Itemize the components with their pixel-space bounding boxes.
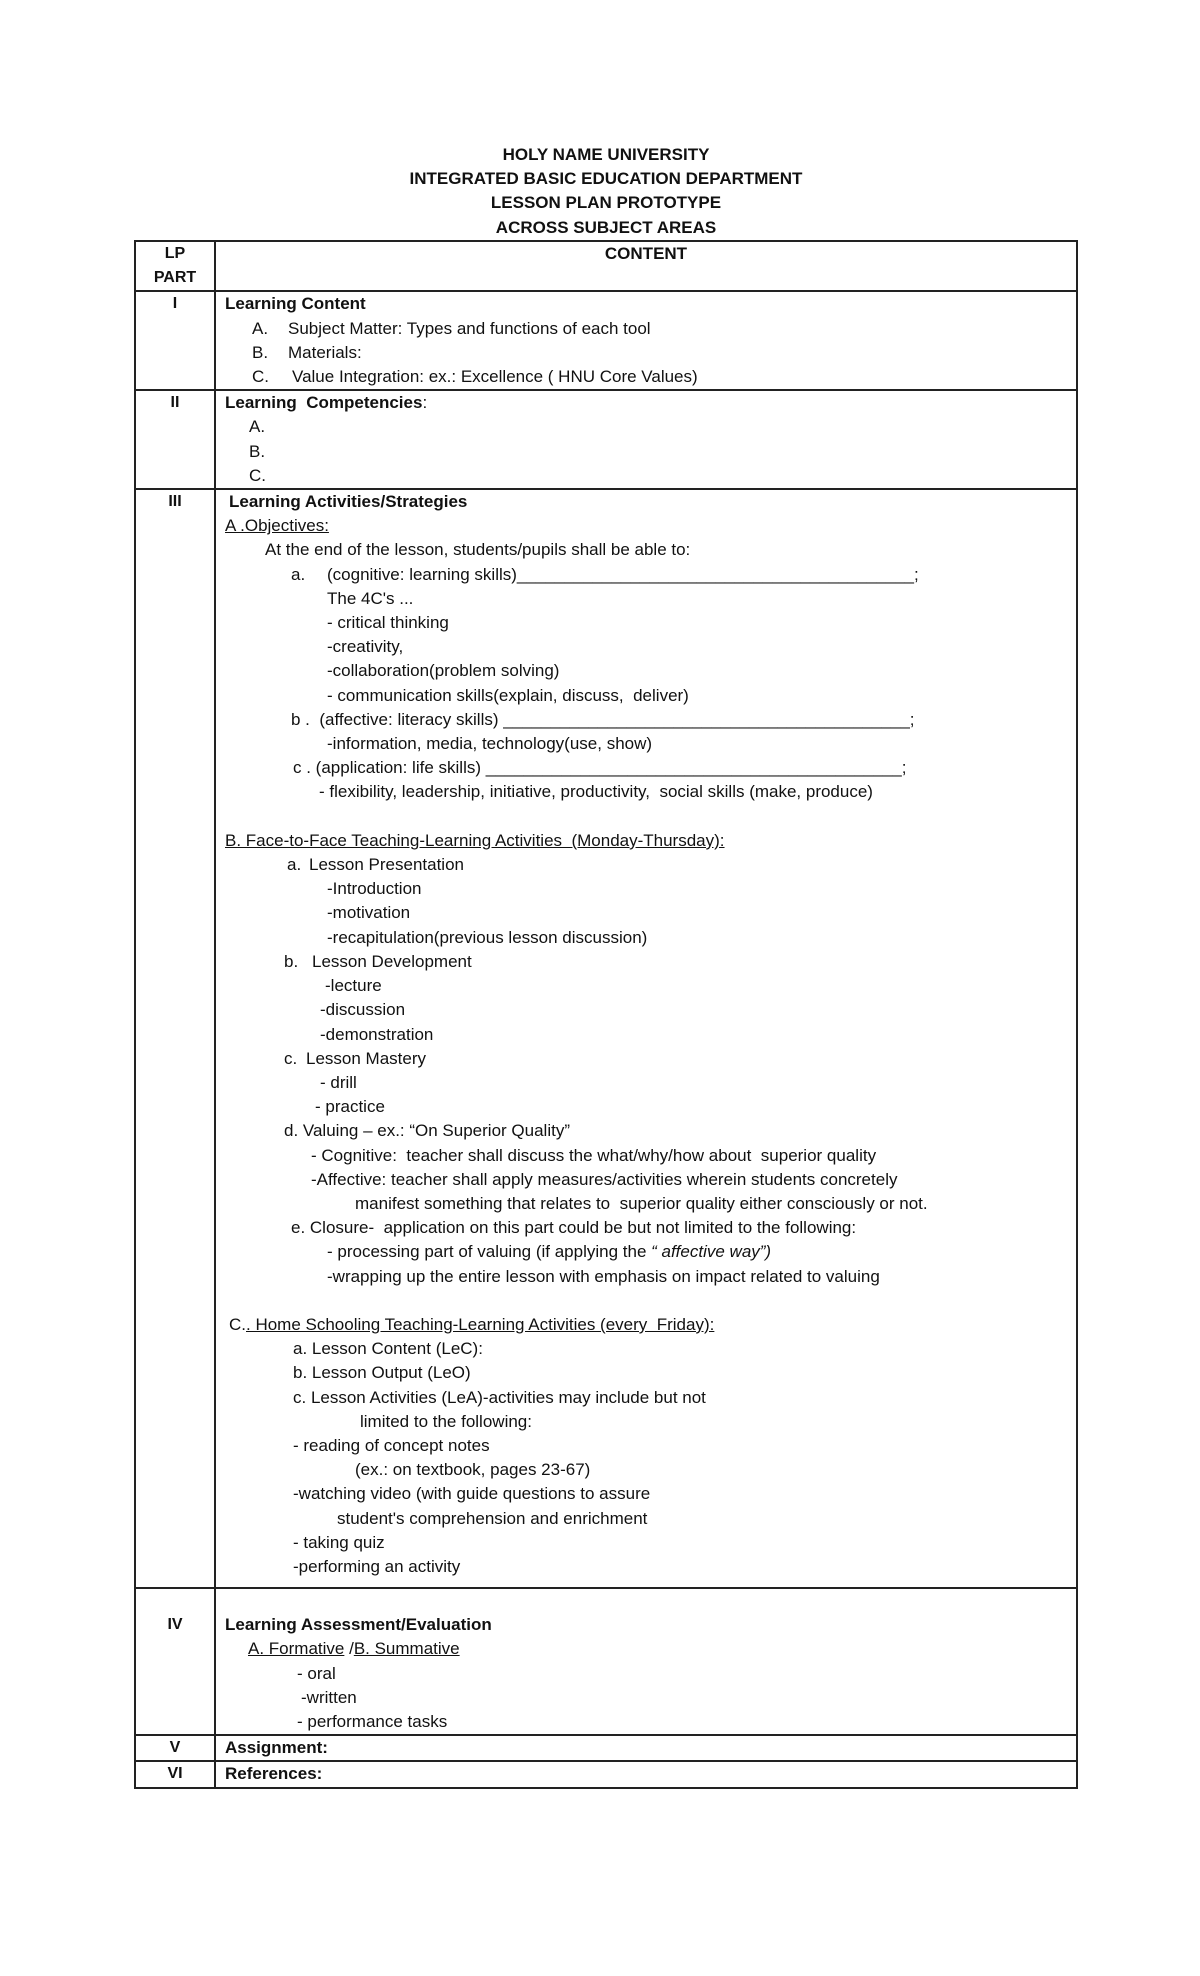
- part-4-number: IV: [135, 1588, 215, 1735]
- f2f-subitem: -motivation: [327, 903, 411, 923]
- part-2-title: Learning Competencies:: [225, 393, 428, 413]
- part-2-item-a: A.: [249, 417, 266, 437]
- home-item-a: a. Lesson Content (LeC):: [293, 1339, 483, 1359]
- part-5-title: Assignment:: [225, 1738, 328, 1758]
- f2f-subitem-continued: manifest something that relates to superior quality either consciously or not.: [355, 1193, 928, 1213]
- assessment-types: A. Formative /B. Summative: [248, 1639, 460, 1659]
- col-header-part: [135, 241, 215, 291]
- assessment-item: - oral: [297, 1663, 336, 1683]
- table-row-part-4: [135, 1588, 1077, 1735]
- table-row-part-5: [135, 1735, 1077, 1761]
- objective-a-item: -collaboration(problem solving): [327, 661, 560, 681]
- part-2-item-c: C.: [249, 465, 266, 485]
- part-1-item-c: C. Value Integration: ex.: Excellence ( HNU Core Values): [252, 367, 698, 387]
- home-item-c-continued: limited to the following:: [360, 1411, 532, 1431]
- f2f-subitem: -wrapping up the entire lesson with emphasis on impact related to valuing: [327, 1266, 880, 1286]
- f2f-subitem: - Cognitive: teacher shall discuss the what/why/how about superior quality: [311, 1145, 877, 1165]
- col-header-content-label: CONTENT: [604, 244, 688, 263]
- header-title: LESSON PLAN PROTOTYPE: [490, 193, 722, 213]
- document-header: [134, 143, 1078, 240]
- part-4-content: [215, 1588, 1077, 1735]
- home-subitem-continued: (ex.: on textbook, pages 23-67): [355, 1460, 591, 1480]
- col-header-content: [215, 241, 1077, 291]
- objective-a-4c: The 4C's ...: [327, 588, 414, 608]
- f2f-subitem: - practice: [315, 1097, 385, 1117]
- home-item-b: b. Lesson Output (LeO): [293, 1363, 471, 1383]
- f2f-item-d: d. Valuing – ex.: “On Superior Quality”: [284, 1121, 570, 1141]
- spacer: [225, 805, 1076, 829]
- part-6-number: VI: [135, 1761, 215, 1787]
- part-1-content: [215, 291, 1077, 390]
- f2f-subitem: - drill: [320, 1072, 357, 1092]
- objectives-heading: A .Objectives:: [225, 516, 329, 536]
- objective-a-item: - critical thinking: [327, 613, 449, 633]
- part-5-content: [215, 1735, 1077, 1761]
- home-subitem-continued: student's comprehension and enrichment: [337, 1508, 648, 1528]
- col-header-part-line1: LP: [164, 245, 186, 262]
- header-department: INTEGRATED BASIC EDUCATION DEPARTMENT: [409, 169, 803, 189]
- f2f-item-c: c. Lesson Mastery: [284, 1048, 426, 1068]
- objective-c-item: - flexibility, leadership, initiative, productivity, social skills (make, produce): [319, 782, 873, 802]
- part-6-content: [215, 1761, 1077, 1787]
- f2f-subitem: - processing part of valuing (if applying the “ affective way”): [327, 1242, 772, 1262]
- f2f-subitem: -demonstration: [320, 1024, 434, 1044]
- objective-a-item: -creativity,: [327, 637, 404, 657]
- part-1-number: I: [135, 291, 215, 390]
- home-subitem: -performing an activity: [293, 1556, 461, 1576]
- objective-c: c . (application: life skills) ____________________________________________;: [293, 758, 907, 778]
- table-row-part-3: [135, 489, 1077, 1588]
- objective-b-item: -information, media, technology(use, show): [327, 734, 653, 754]
- objective-a: a. (cognitive: learning skills)__________________________________________;: [291, 564, 919, 584]
- spacer: [225, 1289, 1076, 1313]
- objective-a-item: - communication skills(explain, discuss, deliver): [327, 685, 689, 705]
- home-subitem: - taking quiz: [293, 1532, 385, 1552]
- part-2-item-b: B.: [249, 441, 266, 461]
- home-heading: C.. Home Schooling Teaching-Learning Activities (every Friday):: [229, 1314, 715, 1334]
- f2f-subitem: -lecture: [325, 976, 382, 996]
- assessment-item: - performance tasks: [297, 1711, 448, 1731]
- objectives-intro: At the end of the lesson, students/pupils shall be able to:: [265, 540, 691, 560]
- objective-b: b . (affective: literacy skills) ___________________________________________;: [291, 709, 915, 729]
- part-3-number: III: [135, 489, 215, 1588]
- part-1-item-b: B. Materials:: [252, 342, 362, 362]
- table-header-row: [135, 241, 1077, 291]
- home-subitem: -watching video (with guide questions to assure: [293, 1484, 651, 1504]
- home-subitem: - reading of concept notes: [293, 1435, 490, 1455]
- table-row-part-6: [135, 1761, 1077, 1787]
- table-row-part-2: [135, 390, 1077, 489]
- header-subtitle: ACROSS SUBJECT AREAS: [495, 217, 717, 237]
- f2f-subitem: -discussion: [320, 1000, 406, 1020]
- part-2-content: [215, 390, 1077, 489]
- home-item-c: c. Lesson Activities (LeA)-activities may include but not: [293, 1387, 706, 1407]
- part-4-title: Learning Assessment/Evaluation: [225, 1615, 492, 1635]
- table-row-part-1: [135, 291, 1077, 390]
- part-3-content: [215, 489, 1077, 1588]
- col-header-part-line2: PART: [153, 269, 197, 287]
- part-1-item-a: A. Subject Matter: Types and functions of each tool: [252, 318, 651, 338]
- f2f-subitem: -Introduction: [327, 879, 422, 899]
- f2f-item-e: e. Closure- application on this part could be but not limited to the following:: [291, 1218, 857, 1238]
- header-university: HOLY NAME UNIVERSITY: [502, 145, 710, 164]
- f2f-item-b: b. Lesson Development: [284, 951, 472, 971]
- part-3-title: Learning Activities/Strategies: [229, 492, 468, 512]
- f2f-item-a: a. Lesson Presentation: [287, 855, 464, 875]
- f2f-heading: B. Face-to-Face Teaching-Learning Activities (Monday-Thursday):: [225, 830, 725, 850]
- lesson-plan-table: [134, 240, 1078, 1789]
- f2f-subitem: -Affective: teacher shall apply measures/activities wherein students concretely: [311, 1169, 898, 1189]
- f2f-subitem: -recapitulation(previous lesson discussion): [327, 927, 648, 947]
- assessment-item: -written: [301, 1687, 357, 1707]
- part-6-title: References:: [225, 1764, 323, 1784]
- part-1-title: Learning Content: [225, 294, 366, 314]
- part-2-number: II: [135, 390, 215, 489]
- part-5-number: V: [135, 1735, 215, 1761]
